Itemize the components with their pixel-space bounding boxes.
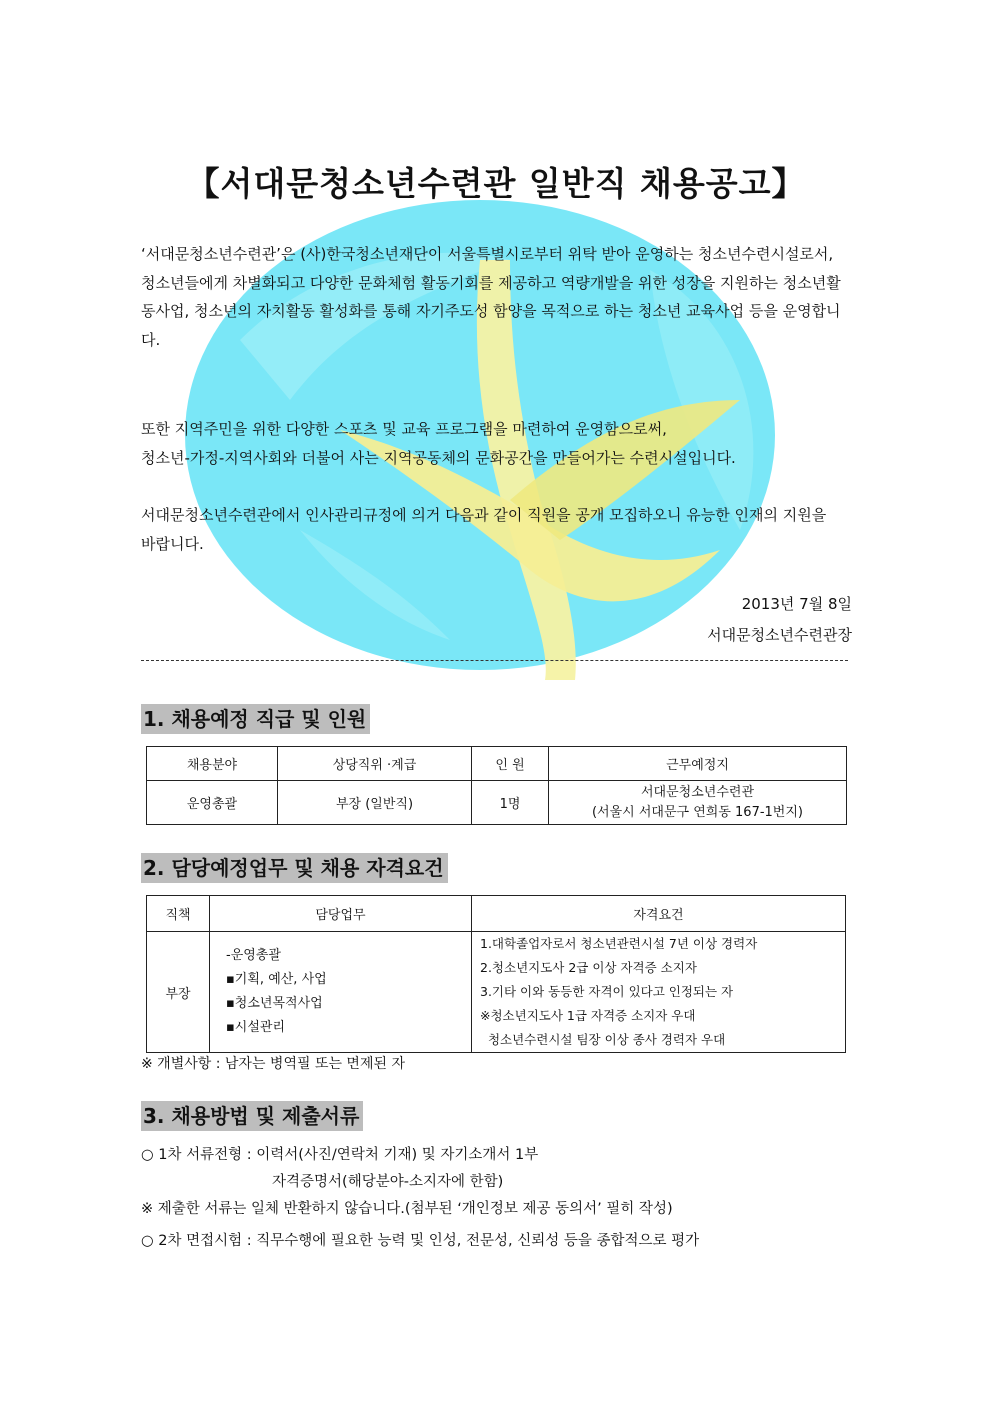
table-header-row (147, 747, 847, 781)
table-row (147, 781, 847, 825)
positions-table (146, 746, 847, 825)
intro-paragraph-1 (141, 240, 853, 354)
cell-count: 1명 (472, 781, 549, 825)
list-item: 2.청소년지도사 2급 이상 자격증 소지자 (480, 960, 697, 975)
signature: 서대문청소년수련관장 (707, 626, 852, 644)
step-1-label: ○ 1차 서류전형 : (141, 1147, 257, 1163)
list-item: 청소년수련시설 팀장 이상 종사 경력자 우대 (480, 1032, 726, 1047)
individual-note: ※ 개별사항 : 남자는 병역필 또는 면제된 자 (141, 1056, 405, 1072)
header-duties: 담당업무 (210, 896, 472, 932)
table-row (147, 932, 846, 1053)
header-position: 상당직위 ·계급 (278, 747, 472, 781)
list-item: ▪시설관리 (226, 1020, 286, 1035)
section-3-heading: 3. 채용방법 및 제출서류 (141, 1101, 363, 1131)
header-title: 직책 (147, 896, 210, 932)
divider (141, 660, 848, 661)
page-title: 【서대문청소년수련관 일반직 채용공고】 (186, 164, 806, 203)
return-notice: ※ 제출한 서류는 일체 반환하지 않습니다.(첨부된 ‘개인정보 제공 동의서’ 필히 작성) (141, 1201, 673, 1217)
intro-paragraph-2 (141, 415, 853, 472)
duties-list (210, 932, 472, 1053)
intro-text: 서대문청소년수련관에서 인사관리규정에 의거 다음과 같이 직원을 공개 모집하오니 유능한 인재의 지원을 바랍니다. (141, 506, 827, 553)
step-1 (141, 1143, 538, 1164)
intro-text: 청소년-가정-지역사회와 더불어 사는 지역공동체의 문화공간을 만들어가는 수련시설입니다. (141, 448, 736, 467)
table-header-row (147, 896, 846, 932)
step-1-docs-2: 자격증명서(해당분야-소지자에 한함) (272, 1174, 504, 1190)
cell-title: 부장 (147, 932, 210, 1053)
list-item: 3.기타 이와 동등한 자격이 있다고 인정되는 자 (480, 984, 734, 999)
announcement-date: 2013년 7월 8일 (741, 595, 852, 613)
intro-paragraph-3 (141, 501, 831, 558)
header-location: 근무예정지 (549, 747, 847, 781)
location-address: (서울시 서대문구 연희동 167-1번지) (591, 804, 803, 820)
step-2: ○ 2차 면접시험 : 직무수행에 필요한 능력 및 인성, 전문성, 신뢰성 등을 종합적으로 평가 (141, 1233, 700, 1249)
intro-text: 청소년들에게 차별화되고 다양한 문화체험 활동기회를 제공하고 역량개발을 위한 성장을 지원하는 청소년활동사업, 청소년의 자치활동 활성화를 통해 자기주도성 함양을 목적으로 하는 청소년 교육사업 등을 운영합니다. (141, 273, 841, 349)
duties-table (146, 895, 846, 1053)
intro-text: ‘서대문청소년수련관’은 (사)한국청소년재단이 서울특별시로부터 위탁 받아 운영하는 청소년수련시설로서, (141, 245, 834, 263)
list-item: 1.대학졸업자로서 청소년관련시설 7년 이상 경력자 (480, 936, 758, 951)
list-item: ▪기획, 예산, 사업 (226, 972, 327, 987)
section-1-heading: 1. 채용예정 직급 및 인원 (141, 704, 370, 734)
step-1-docs: 이력서(사진/연락처 기재) 및 자기소개서 1부 (256, 1147, 539, 1163)
header-requirements: 자격요건 (472, 896, 846, 932)
intro-text: 또한 지역주민을 위한 다양한 스포츠 및 교육 프로그램을 마련하여 운영함으로써, (141, 420, 667, 438)
cell-location (549, 781, 847, 825)
list-item: ▪청소년목적사업 (226, 996, 323, 1011)
list-item: -운영총괄 (226, 948, 281, 963)
list-item: ※청소년지도사 1급 자격증 소지자 우대 (480, 1008, 696, 1023)
header-field: 채용분야 (147, 747, 278, 781)
header-count: 인 원 (472, 747, 549, 781)
location-name: 서대문청소년수련관 (640, 784, 755, 800)
section-2-heading: 2. 담당예정업무 및 채용 자격요건 (141, 853, 448, 883)
cell-position: 부장 (일반직) (278, 781, 472, 825)
requirements-list (472, 932, 846, 1053)
cell-field: 운영총괄 (147, 781, 278, 825)
